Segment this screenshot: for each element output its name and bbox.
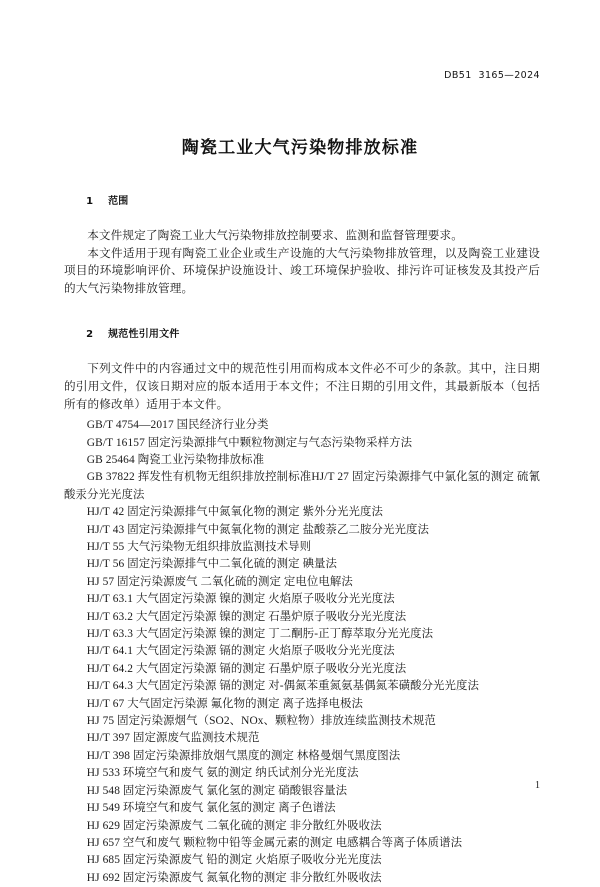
section-1-paragraph-2: 本文件适用于现有陶瓷工业企业或生产设施的大气污染物排放管理，以及陶瓷工业建设项目的环境影响评价、环境保护设施设计、竣工环境保护验收、排污许可证核发及其投产后的大气污染物排放管理。 — [64, 246, 540, 295]
list-item: HJ/T 55 大气污染物无组织排放监测技术导则 — [86, 541, 312, 553]
list-item: GB/T 16157 固定污染源排气中颗粒物测定与气态污染物采样方法 — [86, 436, 413, 449]
list-item: HJ/T 43 固定污染源排气中氮氧化物的测定 盐酸萘乙二胺分光光度法 — [86, 523, 429, 536]
list-item: HJ/T 397 固定源废气监测技术规范 — [86, 732, 260, 745]
section-spacer — [64, 297, 540, 314]
list-item: HJ/T 67 大气固定污染源 氟化物的测定 离子选择电极法 — [86, 697, 363, 710]
section-title-1: 范围 — [108, 196, 129, 207]
list-item: HJ 692 固定污染源废气 氮氧化物的测定 非分散红外吸收法 — [86, 871, 382, 884]
list-item: GB 25464 陶瓷工业污染物排放标准 — [86, 453, 265, 466]
standard-code-header: DB51 3165—2024 — [444, 70, 540, 81]
list-item: HJ/T 63.3 大气固定污染源 镍的测定 丁二酮肟-正丁醇萃取分光光度法 — [86, 628, 434, 641]
section-2-paragraph-1: 下列文件中的内容通过文中的规范性引用而构成本文件必不可少的条款。其中，注日期的引用文件，仅该日期对应的版本适用于本文件；不注日期的引用文件，其最新版本（包括所有的修改单）适用于本文件。 — [64, 362, 540, 411]
list-item: GB/T 4754—2017 国民经济行业分类 — [86, 419, 269, 432]
list-item: HJ 548 固定污染源废气 氯化氢的测定 硝酸银容量法 — [86, 784, 348, 797]
list-item: HJ/T 398 固定污染源排放烟气黑度的测定 林格曼烟气黑度图法 — [86, 749, 401, 762]
section-heading-1 — [64, 181, 540, 218]
list-item: HJ 75 固定污染源烟气（SO2、NOx、颗粒物）排放连续监测技术规范 — [86, 715, 436, 728]
list-item: HJ 549 环境空气和废气 氯化氢的测定 离子色谱法 — [86, 802, 336, 815]
list-item: HJ/T 64.3 大气固定污染源 镉的测定 对-偶氮苯重氮氨基偶氮苯磺酸分光光度法 — [86, 680, 480, 693]
list-item: GB 37822 挥发性有机物无组织排放控制标准HJ/T 27 固定污染源排气中氯化氢的测定 硫氰酸汞分光光度法 — [64, 471, 540, 501]
section-number-2: 2 — [86, 329, 94, 341]
list-item: HJ 629 固定污染源废气 二氧化硫的测定 非分散红外吸收法 — [86, 819, 382, 832]
list-item: HJ 657 空气和废气 颗粒物中铅等金属元素的测定 电感耦合等离子体质谱法 — [86, 836, 463, 849]
list-item: HJ 57 固定污染源废气 二氧化硫的测定 定电位电解法 — [86, 575, 353, 588]
list-item: HJ 533 环境空气和废气 氨的测定 纳氏试剂分光光度法 — [86, 767, 359, 780]
section-title-2: 规范性引用文件 — [108, 329, 180, 341]
list-item: HJ 685 固定污染源废气 铅的测定 火焰原子吸收分光光度法 — [86, 854, 382, 867]
list-item: HJ/T 64.1 大气固定污染源 镉的测定 火焰原子吸收分光光度法 — [86, 645, 395, 658]
page-title: 陶瓷工业大气污染物排放标准 — [181, 138, 419, 159]
footer-page-number: 1 — [535, 780, 540, 791]
list-item: HJ/T 63.2 大气固定污染源 镍的测定 石墨炉原子吸收分光光度法 — [86, 610, 407, 623]
list-item: HJ/T 42 固定污染源排气中氮氧化物的测定 紫外分光光度法 — [86, 506, 384, 519]
normative-reference-list — [64, 417, 540, 887]
section-1-paragraph-1: 本文件规定了陶瓷工业大气污染物排放控制要求、监测和监督管理要求。 — [87, 229, 463, 242]
list-item: HJ/T 63.1 大气固定污染源 镍的测定 火焰原子吸收分光光度法 — [86, 593, 395, 606]
list-item: HJ/T 64.2 大气固定污染源 镉的测定 石墨炉原子吸收分光光度法 — [86, 662, 407, 675]
list-item: HJ/T 56 固定污染源排气中二氧化硫的测定 碘量法 — [86, 558, 338, 571]
section-number-1: 1 — [86, 196, 94, 207]
section-heading-2 — [64, 314, 540, 351]
